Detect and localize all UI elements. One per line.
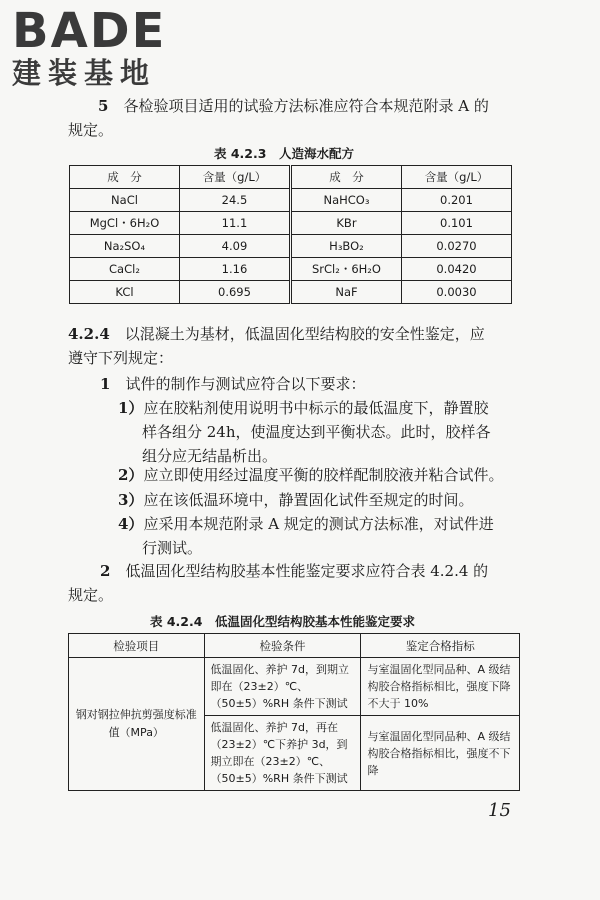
paragraph-text: 应在胶粘剂使用说明书中标示的最低温度下，静置胶 (143, 399, 489, 417)
table-header-row (69, 634, 520, 658)
table-cell: 与室温固化型同品种、A 级结构胶合格指标相比，强度下降不大于 10% (361, 658, 520, 716)
table-row (69, 658, 520, 716)
table2-caption: 表 4.2.4 低温固化型结构胶基本性能鉴定要求 (150, 614, 415, 629)
table-cell: 低温固化、养护 7d，到期立即在（23±2）℃、（50±5）%RH 条件下测试 (204, 658, 361, 716)
subitem-4-line1 (118, 513, 494, 535)
seawater-table (69, 165, 512, 304)
section-4-2-4-line2: 遵守下列规定： (68, 349, 174, 367)
table-cell: 0.0420 (401, 258, 511, 281)
table-cell: MgCl・6H₂O (70, 212, 180, 235)
column-header: 成 分 (290, 166, 401, 189)
paragraph-text: 低温固化型结构胶基本性能鉴定要求应符合表 4.2.4 的 (125, 562, 489, 580)
table1-caption: 表 4.2.3 人造海水配方 (214, 146, 354, 161)
item-number: 2 (100, 562, 111, 580)
logo-subtitle: 建装基地 (12, 56, 157, 90)
table-cell: 0.101 (401, 212, 511, 235)
paragraph-text: 各检验项目适用的试验方法标准应符合本规范附录 A 的 (123, 97, 489, 115)
table-cell: NaHCO₃ (290, 189, 401, 212)
table-row (70, 212, 512, 235)
table-cell: 24.5 (179, 189, 290, 212)
column-header: 检验条件 (204, 634, 361, 658)
item-number: 1 (100, 375, 111, 393)
paragraph-text: 以混凝土为基材，低温固化型结构胶的安全性鉴定，应 (124, 325, 485, 343)
column-header: 鉴定合格指标 (361, 634, 520, 658)
subitem-1-line2: 样各组分 24h，使温度达到平衡状态。此时，胶样各 (142, 423, 491, 441)
table-cell: 11.1 (179, 212, 290, 235)
table-cell: 4.09 (179, 235, 290, 258)
table-cell: SrCl₂・6H₂O (290, 258, 401, 281)
table-cell: 与室温固化型同品种、A 级结构胶合格指标相比，强度不下降 (361, 716, 520, 791)
section-4-2-4-line1 (68, 323, 485, 345)
subitem-2 (118, 464, 503, 486)
table-cell: H₃BO₂ (290, 235, 401, 258)
item-2-line2: 规定。 (68, 586, 114, 604)
section-number: 4.2.4 (68, 325, 110, 343)
column-header: 含量（g/L） (401, 166, 511, 189)
column-header: 含量（g/L） (179, 166, 290, 189)
table-cell: Na₂SO₄ (70, 235, 180, 258)
item-number: 4） (118, 515, 144, 533)
item-1 (100, 373, 365, 395)
performance-table (68, 633, 520, 791)
table-cell: 1.16 (179, 258, 290, 281)
subitem-1-line1 (118, 397, 488, 419)
table-cell: 0.695 (179, 281, 290, 304)
table-header-row (70, 166, 512, 189)
table-row (70, 189, 512, 212)
table-cell: 0.201 (401, 189, 511, 212)
table-cell: 低温固化、养护 7d，再在（23±2）℃下养护 3d，到期立即在（23±2）℃、（50±5）%RH 条件下测试 (204, 716, 361, 791)
item-number: 2） (118, 466, 144, 484)
table-cell: KBr (290, 212, 401, 235)
table-cell: NaF (290, 281, 401, 304)
column-header: 成 分 (70, 166, 180, 189)
table-row (70, 281, 512, 304)
table-cell: CaCl₂ (70, 258, 180, 281)
table-row (70, 235, 512, 258)
item-number: 3） (118, 491, 144, 509)
table-cell: 0.0270 (401, 235, 511, 258)
paragraph-5-line2: 规定。 (68, 121, 114, 139)
paragraph-text: 应在该低温环境中，静置固化试件至规定的时间。 (143, 491, 474, 509)
subitem-1-line3: 组分应无结晶析出。 (142, 447, 278, 465)
table-cell: NaCl (70, 189, 180, 212)
table-cell-item: 钢对钢拉伸抗剪强度标准值（MPa） (69, 658, 205, 791)
table-row (70, 258, 512, 281)
column-header: 检验项目 (69, 634, 205, 658)
item-number: 1） (118, 399, 144, 417)
page-number: 15 (488, 800, 511, 821)
subitem-4-line2: 行测试。 (142, 539, 203, 557)
logo (12, 3, 172, 90)
item-2-line1 (100, 560, 488, 582)
subitem-3 (118, 489, 473, 511)
item-number: 5 (98, 97, 109, 115)
table-cell: KCl (70, 281, 180, 304)
paragraph-5-line1 (98, 95, 489, 117)
paragraph-text: 应采用本规范附录 A 规定的测试方法标准，对试件进 (143, 515, 494, 533)
logo-brand: BADE (12, 3, 167, 59)
paragraph-text: 应立即使用经过温度平衡的胶样配制胶液并粘合试件。 (143, 466, 504, 484)
table-cell: 0.0030 (401, 281, 511, 304)
paragraph-text: 试件的制作与测试应符合以下要求： (125, 375, 366, 393)
